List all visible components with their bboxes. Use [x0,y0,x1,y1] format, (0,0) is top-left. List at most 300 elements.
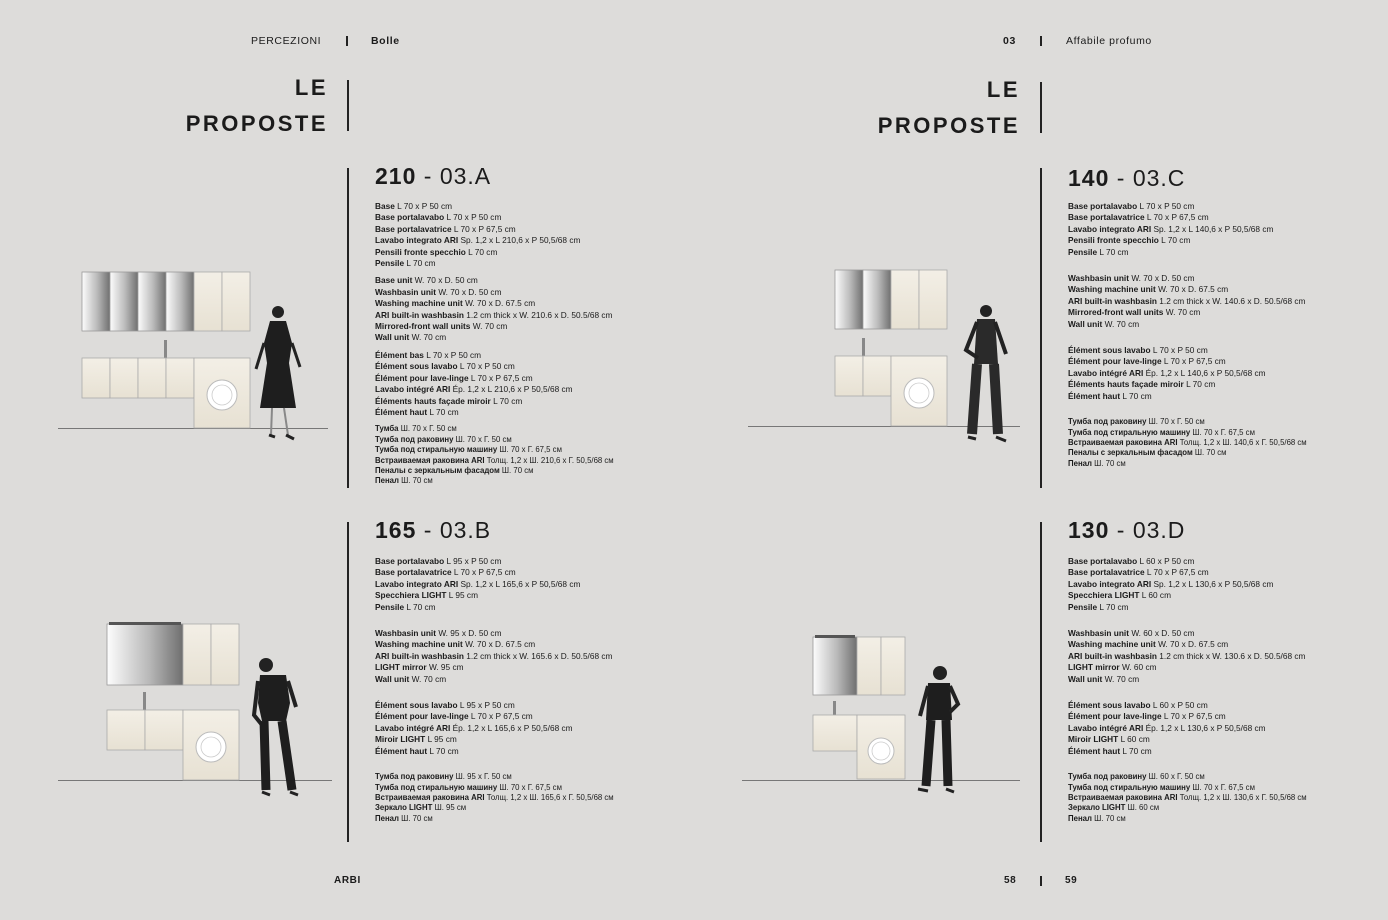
composition-divider-d [1040,522,1042,842]
spec-item-name: Тумба под стиральную машину [1068,427,1191,437]
spec-item-dimensions: L 70 cm [468,246,498,257]
spec-item-dimensions: 1.2 cm thick x W. 165.6 x D. 50.5/68 cm [466,650,613,661]
spec-item-name: Élément pour lave-linge [1068,711,1162,722]
spec-line [1068,356,1307,367]
furniture-illustration-d [811,633,911,783]
spec-line [1068,723,1307,734]
spec-line [375,772,614,782]
spec-item-dimensions: L 70 x P 67,5 cm [1163,711,1226,722]
spec-line [1068,235,1307,246]
spec-item-dimensions: L 95 x P 50 cm [446,556,502,566]
spec-item-name: Пенал [375,813,399,823]
spec-line [375,201,614,212]
spec-item-name: Тумба под стиральную машину [375,782,498,792]
spec-item-dimensions: Ш. 70 х Г. 67,5 см [1192,782,1255,792]
spec-line [1068,651,1307,662]
spec-item-dimensions: Ш. 70 х Г. 50 см [400,424,457,434]
spec-item-name: Pensile [375,601,405,612]
spec-item-name: Lavabo integrato ARI [375,578,459,589]
spec-item-name: Éléments hauts façade miroir [375,395,491,406]
header-section-left: PERCEZIONI [251,35,322,47]
spec-group [375,201,614,269]
spec-line [1068,579,1307,590]
spec-line [375,803,614,813]
composition-ref: - 03.A [423,163,492,189]
spec-line [375,435,614,445]
spec-item-name: Pensile [375,258,405,269]
composition-size: 130 [1068,517,1110,543]
spec-item-name: LIGHT mirror [1068,662,1120,673]
spec-item-name: Base portalavabo [1068,201,1138,211]
spec-line [375,310,614,321]
spec-item-name: Lavabo intégré ARI [375,722,451,733]
spec-item-dimensions: Sp. 1,2 x L 210,6 x P 50,5/68 cm [460,235,581,246]
spec-item-dimensions: Ш. 70 х Г. 50 см [1148,417,1205,427]
mirror-wall-units [835,270,891,329]
spec-line [375,424,614,434]
spec-item-dimensions: L 70 x P 67,5 cm [470,372,533,383]
spec-item-name: Base portalavabo [1068,556,1138,566]
spec-item-dimensions: Ш. 70 х Г. 67,5 см [499,445,562,455]
spec-item-name: ARI built-in washbasin [1068,650,1157,661]
spec-line [1068,319,1307,330]
spec-item-dimensions: Ш. 70 х Г. 67,5 см [499,782,562,792]
spec-item-name: Lavabo intégré ARI [375,384,451,395]
furniture-illustration-c [833,268,953,430]
header-subsection-left: Bolle [371,35,400,47]
person-figure-b [252,655,304,800]
spec-item-name: Lavabo integrato ARI [1068,223,1152,234]
spec-item-name: Washing machine unit [1068,639,1156,650]
spec-line [375,258,614,269]
spec-item-dimensions: Толщ. 1,2 х Ш. 210,6 х Г. 50,5/68 см [486,455,614,465]
spec-item-name: LIGHT mirror [375,662,427,673]
spec-item-name: Pensile [1068,601,1098,612]
spec-item-dimensions: L 70 x P 50 cm [397,201,453,211]
spec-item-dimensions: W. 70 cm [1104,673,1140,684]
spec-item-dimensions: L 70 cm [1099,246,1129,257]
spec-line [375,651,614,662]
title-divider-left [347,80,349,131]
spec-item-dimensions: L 70 cm [1122,745,1152,756]
spec-group [375,772,614,824]
spec-item-dimensions: Ш. 95 х Г. 50 см [455,772,512,782]
spec-line [1068,803,1307,813]
spec-item-dimensions: Sp. 1,2 x L 140,6 x P 50,5/68 cm [1153,223,1274,234]
spec-item-name: Base portalavatrice [375,567,452,578]
spec-item-name: Élément sous lavabo [375,700,458,711]
spec-list-d [1068,556,1307,830]
spec-item-dimensions: L 70 cm [429,745,459,756]
spec-item-name: Mirrored-front wall units [375,321,471,332]
spec-line [1068,602,1307,613]
spec-line [375,602,614,613]
spec-item-dimensions: W. 70 x D. 67.5 cm [1158,639,1229,650]
spec-item-name: Washing machine unit [375,639,463,650]
spec-item-dimensions: 1.2 cm thick x W. 210.6 x D. 50.5/68 cm [466,309,613,320]
spec-line [1068,212,1307,223]
spec-item-dimensions: Ш. 70 см [501,465,534,475]
spec-item-dimensions: L 60 x P 50 cm [1139,556,1195,566]
spec-item-name: Тумба под раковину [1068,772,1147,782]
spec-item-name: Встраиваемая раковина ARI [1068,792,1178,802]
spec-line [1068,417,1307,427]
spec-item-name: Miroir LIGHT [375,734,426,745]
composition-ref: - 03.B [423,517,492,543]
spec-item-name: Lavabo intégré ARI [1068,722,1144,733]
spec-item-dimensions: W. 60 x D. 50 cm [1131,628,1195,639]
spec-item-name: Élément haut [375,406,428,417]
spec-item-dimensions: Ш. 70 см [401,813,433,823]
spec-group [375,350,614,418]
spec-item-dimensions: Ép. 1,2 x L 130,6 x P 50,5/68 cm [1145,722,1266,733]
spec-item-dimensions: Ép. 1,2 x L 165,6 x P 50,5/68 cm [452,722,573,733]
wall-unit [194,272,250,331]
spec-item-name: Élément haut [1068,390,1121,401]
spec-line [375,590,614,601]
spec-line [375,639,614,650]
spec-item-name: Élément sous lavabo [1068,700,1151,711]
title-line: LE [294,75,328,100]
spec-line [375,723,614,734]
header-separator-left [346,36,348,46]
spec-item-dimensions: L 95 cm [448,590,478,601]
spec-item-name: Éléments hauts façade miroir [1068,379,1184,390]
spec-item-dimensions: L 70 x P 50 cm [446,212,502,223]
spec-item-name: Base unit [375,275,413,286]
spec-item-dimensions: Ш. 70 см [401,476,433,486]
spec-item-dimensions: W. 70 x D. 50 cm [1131,273,1195,284]
spec-group [1068,556,1307,613]
spec-line [1068,296,1307,307]
spec-item-name: Élément pour lave-linge [1068,356,1162,367]
spec-item-dimensions: L 70 cm [406,601,436,612]
composition-code-b [375,517,491,544]
spec-line [375,373,614,384]
spec-group [1068,345,1307,402]
spec-group [1068,417,1307,469]
spec-line [375,674,614,685]
spec-item-name: Пенал [375,476,399,486]
spec-item-dimensions: Ép. 1,2 x L 140,6 x P 50,5/68 cm [1145,367,1266,378]
washing-machine-drum [904,378,934,408]
spec-line [1068,814,1307,824]
spec-line [1068,379,1307,390]
spec-item-dimensions: Ш. 70 х Г. 50 см [455,434,512,444]
washing-machine-drum [207,380,237,410]
spec-group [1068,772,1307,824]
spec-item-dimensions: W. 70 x D. 67.5 cm [465,298,536,309]
composition-divider-c [1040,168,1042,488]
furniture-illustration-a [80,270,255,430]
spec-item-dimensions: L 70 x P 67,5 cm [453,223,516,234]
spec-item-dimensions: Ш. 70 см [1094,458,1126,468]
wall-unit [857,637,905,695]
spec-line [1068,793,1307,803]
spec-line [375,567,614,578]
spec-item-name: Lavabo integrato ARI [1068,578,1152,589]
composition-ref: - 03.C [1116,165,1186,191]
spec-line [375,700,614,711]
spec-line [375,287,614,298]
mirror-wall-units [82,272,194,331]
spec-item-dimensions: 1.2 cm thick x W. 140.6 x D. 50.5/68 cm [1159,295,1306,306]
spec-line [1068,674,1307,685]
spec-line [375,275,614,286]
spec-item-dimensions: L 70 cm [493,395,523,406]
spec-item-dimensions: L 70 cm [406,258,436,269]
spec-item-name: Pensili fronte specchio [1068,235,1159,246]
spec-item-dimensions: Ш. 60 х Г. 50 см [1148,772,1205,782]
spec-item-dimensions: W. 70 cm [411,332,447,343]
spec-item-name: Пенал [1068,813,1092,823]
spec-item-name: Base [375,201,395,211]
person-figure-a [258,303,308,443]
spec-list-c [1068,201,1307,475]
composition-size: 165 [375,517,417,543]
spec-line [1068,247,1307,258]
spec-item-dimensions: L 70 x P 50 cm [1152,345,1208,356]
spec-item-dimensions: W. 70 x D. 67.5 cm [1158,284,1229,295]
spec-line [375,247,614,258]
spec-item-name: Mirrored-front wall units [1068,307,1164,318]
spec-line [375,384,614,395]
spec-line [1068,284,1307,295]
spec-line [375,212,614,223]
spec-item-dimensions: L 70 x P 50 cm [1139,201,1195,211]
spec-item-name: Wall unit [375,673,410,684]
header-section-right: Affabile profumo [1066,35,1152,47]
spec-line [375,476,614,486]
title-line: PROPOSTE [877,113,1020,138]
header-separator-right [1040,36,1042,46]
spec-item-dimensions: L 70 x P 67,5 cm [470,711,533,722]
spec-item-name: Élément haut [375,745,428,756]
spec-line [375,711,614,722]
spec-line [1068,307,1307,318]
title-divider-right [1040,82,1042,133]
spec-item-dimensions: L 60 cm [1120,734,1150,745]
page-number-right: 59 [1065,875,1078,886]
spec-line [375,332,614,343]
washing-machine-drum [196,732,226,762]
spec-item-name: ARI built-in washbasin [1068,295,1157,306]
spec-item-name: Élément sous lavabo [375,361,458,372]
furniture-illustration-b [105,622,245,782]
spec-item-dimensions: L 60 cm [1141,590,1171,601]
spec-line [1068,556,1307,567]
spec-item-dimensions: Ш. 95 см [434,803,467,813]
spec-group [1068,628,1307,685]
spec-item-dimensions: L 70 x P 50 cm [459,361,515,372]
spec-item-dimensions: Ш. 70 см [1094,813,1126,823]
spec-line [375,321,614,332]
composition-divider-b [347,522,349,842]
spec-item-name: ARI built-in washbasin [375,650,464,661]
wall-unit [891,270,947,329]
spec-item-name: Élément haut [1068,745,1121,756]
spec-item-name: Зеркало LIGHT [1068,803,1126,813]
spec-item-name: Пеналы с зеркальным фасадом [1068,448,1193,458]
spec-item-name: Тумба [375,424,399,434]
spec-line [1068,428,1307,438]
spec-item-dimensions: L 70 x P 67,5 cm [453,567,516,578]
spec-item-dimensions: W. 70 cm [472,321,508,332]
title-line: LE [986,77,1020,102]
spec-item-dimensions: W. 95 cm [428,662,464,673]
light-mirror [813,637,857,695]
composition-code-a [375,163,491,190]
spec-group [1068,273,1307,330]
spec-item-name: Specchiera LIGHT [375,590,447,601]
spec-item-dimensions: Ép. 1,2 x L 210,6 x P 50,5/68 cm [452,384,573,395]
spec-item-name: Washing machine unit [375,298,463,309]
spec-item-dimensions: L 60 x P 50 cm [1152,700,1208,711]
spec-line [375,628,614,639]
light-mirror [107,624,183,685]
spec-line [375,466,614,476]
spec-line [375,361,614,372]
person-figure-d [912,664,962,796]
spec-item-name: Washbasin unit [1068,628,1129,639]
spec-line [375,445,614,455]
spec-group [375,275,614,343]
spec-item-dimensions: L 70 cm [1186,379,1216,390]
spec-line [1068,459,1307,469]
spec-group [375,556,614,613]
spec-item-dimensions: L 70 cm [429,406,459,417]
spec-item-name: Washbasin unit [1068,273,1129,284]
spec-item-name: Зеркало LIGHT [375,803,433,813]
spec-item-name: Тумба под раковину [1068,417,1147,427]
spec-item-name: Washing machine unit [1068,284,1156,295]
spec-item-name: Base portalavabo [375,556,445,566]
spec-item-name: ARI built-in washbasin [375,309,464,320]
spec-item-name: Lavabo integrato ARI [375,235,459,246]
spec-item-name: Washbasin unit [375,286,436,297]
header-number-right: 03 [1003,35,1016,47]
spec-item-name: Тумба под стиральную машину [1068,782,1191,792]
spec-item-dimensions: Ш. 70 см [1194,448,1227,458]
spec-item-dimensions: W. 70 cm [411,673,447,684]
spec-group [1068,700,1307,757]
spec-item-dimensions: W. 70 x D. 50 cm [438,286,502,297]
spec-item-dimensions: L 95 x P 50 cm [459,700,515,711]
spec-item-dimensions: L 70 x P 67,5 cm [1163,356,1226,367]
spec-line [1068,628,1307,639]
spec-item-dimensions: L 70 cm [1161,235,1191,246]
spec-item-name: Wall unit [375,332,410,343]
spec-line [375,746,614,757]
spec-item-dimensions: 1.2 cm thick x W. 130.6 x D. 50.5/68 cm [1159,650,1306,661]
spec-item-name: Тумба под стиральную машину [375,445,498,455]
spec-item-dimensions: W. 60 cm [1121,662,1157,673]
spec-item-name: Base portalavatrice [1068,212,1145,223]
spec-group [375,700,614,757]
spec-line [1068,700,1307,711]
spec-item-name: Тумба под раковину [375,772,454,782]
spec-item-dimensions: L 95 cm [427,734,457,745]
spec-line [375,396,614,407]
spec-item-dimensions: W. 70 x D. 67.5 cm [465,639,536,650]
composition-size: 210 [375,163,417,189]
page-number-left: 58 [1004,875,1017,886]
spec-item-dimensions: Sp. 1,2 x L 165,6 x P 50,5/68 cm [460,578,581,589]
spec-line [1068,662,1307,673]
spec-item-name: Base portalavabo [375,212,445,223]
spec-line [1068,783,1307,793]
spec-line [1068,391,1307,402]
composition-size: 140 [1068,165,1110,191]
spec-item-dimensions: W. 70 cm [1165,307,1201,318]
spec-item-name: Specchiera LIGHT [1068,590,1140,601]
spec-item-name: Élément pour lave-linge [375,372,469,383]
spec-item-name: Пенал [1068,458,1092,468]
spec-group [1068,201,1307,258]
spec-item-name: Wall unit [1068,673,1103,684]
spec-item-dimensions: Sp. 1,2 x L 130,6 x P 50,5/68 cm [1153,578,1274,589]
spec-line [1068,368,1307,379]
spec-group [375,424,614,486]
page-title-left [150,70,328,142]
title-line: PROPOSTE [185,111,328,136]
spec-line [375,579,614,590]
spec-item-name: Тумба под раковину [375,434,454,444]
spec-line [375,783,614,793]
spec-line [375,235,614,246]
spec-list-b [375,556,614,830]
spec-item-name: Pensili fronte specchio [375,246,466,257]
spec-item-dimensions: Толщ. 1,2 х Ш. 130,6 х Г. 50,5/68 см [1179,792,1307,802]
spec-line [375,298,614,309]
spec-item-dimensions: Ш. 70 х Г. 67,5 см [1192,427,1255,437]
spec-line [1068,734,1307,745]
spec-line [375,662,614,673]
composition-ref: - 03.D [1116,517,1186,543]
spec-item-dimensions: Толщ. 1,2 х Ш. 165,6 х Г. 50,5/68 см [486,792,614,802]
spec-item-name: Встраиваемая раковина ARI [375,455,485,465]
spec-line [375,224,614,235]
composition-code-c [1068,165,1185,192]
spec-line [375,734,614,745]
spec-group [375,628,614,685]
spec-item-dimensions: L 70 x P 67,5 cm [1146,212,1209,223]
spec-item-dimensions: W. 70 cm [1104,318,1140,329]
person-figure-c [960,302,1012,444]
spec-item-name: Pensile [1068,246,1098,257]
spec-item-name: Miroir LIGHT [1068,734,1119,745]
spec-item-name: Base portalavatrice [1068,567,1145,578]
spec-item-name: Пеналы с зеркальным фасадом [375,465,500,475]
footer-brand: ARBI [334,875,361,886]
spec-list-a [375,201,614,493]
spec-line [375,556,614,567]
spec-item-dimensions: Ш. 60 см [1127,803,1160,813]
spec-line [1068,590,1307,601]
spec-item-name: Base portalavatrice [375,223,452,234]
spec-line [375,407,614,418]
spec-item-name: Washbasin unit [375,628,436,639]
wall-unit [183,624,239,685]
spec-line [1068,438,1307,448]
spec-line [375,350,614,361]
spec-item-dimensions: Толщ. 1,2 х Ш. 140,6 х Г. 50,5/68 см [1179,437,1307,447]
page-title-right [842,72,1020,144]
spec-item-dimensions: L 70 x P 67,5 cm [1146,567,1209,578]
spec-line [375,456,614,466]
composition-code-d [1068,517,1185,544]
spec-line [1068,201,1307,212]
